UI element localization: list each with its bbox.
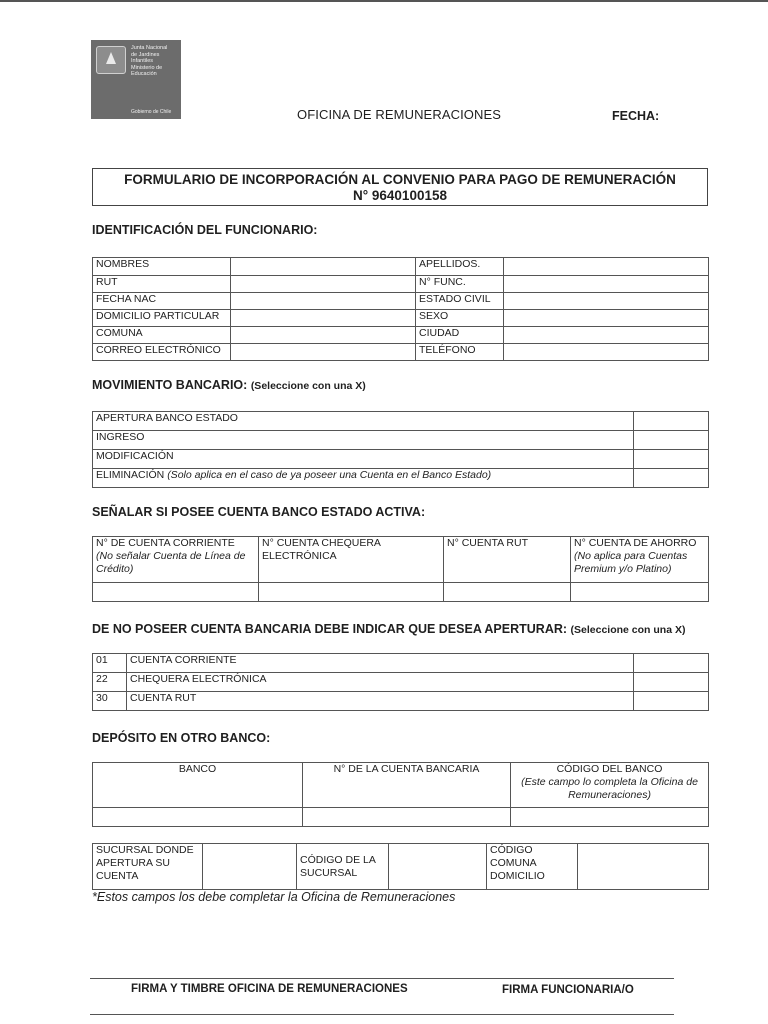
checkbox-cell[interactable]	[634, 692, 709, 711]
table-row	[93, 673, 709, 692]
form-title-box	[92, 168, 708, 206]
input-cell[interactable]	[504, 327, 709, 344]
checkbox-cell[interactable]	[634, 412, 709, 431]
branch-table	[92, 843, 709, 890]
logo-name: Junta Nacional de Jardines Infantiles Ministerio de Educación	[131, 45, 168, 77]
table-row	[93, 583, 709, 602]
table-row	[93, 412, 709, 431]
column-note: (No señalar Cuenta de Línea de Crédito)	[96, 550, 246, 575]
input-cell[interactable]	[504, 344, 709, 361]
identification-heading: IDENTIFICACIÓN DEL FUNCIONARIO:	[92, 223, 318, 237]
table-row	[93, 310, 709, 327]
table-row	[93, 327, 709, 344]
banking-movement-table	[92, 411, 709, 488]
field-label: COMUNA	[93, 327, 231, 344]
elimination-note: (Solo aplica en el caso de ya poseer una Cuenta en el Banco Estado)	[167, 469, 492, 481]
table-row	[93, 450, 709, 469]
input-cell[interactable]	[231, 258, 416, 276]
signature-line-bottom	[90, 1014, 674, 1015]
input-cell[interactable]	[231, 344, 416, 361]
field-label: DOMICILIO PARTICULAR	[93, 310, 231, 327]
checkbox-cell[interactable]	[634, 469, 709, 488]
field-label: CÓDIGO COMUNA DOMICILIO	[487, 844, 578, 890]
table-row	[93, 844, 709, 890]
input-cell[interactable]	[571, 583, 709, 602]
option-label: CHEQUERA ELECTRÓNICA	[127, 673, 634, 692]
input-cell[interactable]	[389, 844, 487, 890]
option-label: INGRESO	[93, 431, 634, 450]
field-label: SEXO	[416, 310, 504, 327]
form-number: N° 9640100158	[353, 188, 447, 203]
table-row	[93, 276, 709, 293]
signature-line-top	[90, 978, 674, 979]
column-header: N° CUENTA RUT	[444, 537, 571, 583]
field-label: ESTADO CIVIL	[416, 293, 504, 310]
input-cell[interactable]	[231, 327, 416, 344]
input-cell[interactable]	[231, 310, 416, 327]
table-row	[93, 431, 709, 450]
other-bank-heading: DEPÓSITO EN OTRO BANCO:	[92, 731, 271, 745]
table-row	[93, 808, 709, 827]
field-label: CÓDIGO DE LA SUCURSAL	[297, 844, 389, 890]
active-account-table	[92, 536, 709, 602]
checkbox-cell[interactable]	[634, 673, 709, 692]
field-label: RUT	[93, 276, 231, 293]
column-header: N° CUENTA DE AHORRO (No aplica para Cuentas Premium y/o Platino)	[571, 537, 709, 583]
table-row	[93, 293, 709, 310]
input-cell[interactable]	[504, 258, 709, 276]
input-cell[interactable]	[303, 808, 511, 827]
footnote: *Estos campos los debe completar la Oficina de Remuneraciones	[92, 890, 456, 904]
checkbox-cell[interactable]	[634, 450, 709, 469]
column-header: N° DE LA CUENTA BANCARIA	[303, 763, 511, 808]
input-cell[interactable]	[444, 583, 571, 602]
option-label: CUENTA RUT	[127, 692, 634, 711]
input-cell[interactable]	[504, 310, 709, 327]
table-row	[93, 763, 709, 808]
column-header: BANCO	[93, 763, 303, 808]
field-label: CIUDAD	[416, 327, 504, 344]
column-header: N° DE CUENTA CORRIENTE (No señalar Cuenta de Línea de Crédito)	[93, 537, 259, 583]
office-signature-label: FIRMA Y TIMBRE OFICINA DE REMUNERACIONES	[131, 983, 408, 995]
field-label: N° FUNC.	[416, 276, 504, 293]
selection-note: (Seleccione con una X)	[570, 624, 686, 636]
input-cell[interactable]	[578, 844, 709, 890]
input-cell[interactable]	[93, 583, 259, 602]
top-edge-line	[0, 0, 768, 2]
input-cell[interactable]	[504, 293, 709, 310]
identification-table	[92, 257, 709, 361]
input-cell[interactable]	[93, 808, 303, 827]
field-label: TELÉFONO	[416, 344, 504, 361]
table-row	[93, 469, 709, 488]
option-label: CUENTA CORRIENTE	[127, 654, 634, 673]
table-row	[93, 654, 709, 673]
input-cell[interactable]	[259, 583, 444, 602]
option-code: 30	[93, 692, 127, 711]
other-bank-table	[92, 762, 709, 827]
field-label: FECHA NAC	[93, 293, 231, 310]
checkbox-cell[interactable]	[634, 654, 709, 673]
input-cell[interactable]	[231, 276, 416, 293]
table-row	[93, 344, 709, 361]
date-label: FECHA:	[612, 109, 660, 123]
employee-signature-label: FIRMA FUNCIONARIA/O	[502, 984, 634, 996]
input-cell[interactable]	[504, 276, 709, 293]
table-row	[93, 692, 709, 711]
input-cell[interactable]	[231, 293, 416, 310]
institution-logo	[91, 40, 181, 119]
field-label: NOMBRES	[93, 258, 231, 276]
checkbox-cell[interactable]	[634, 431, 709, 450]
active-account-heading: SEÑALAR SI POSEE CUENTA BANCO ESTADO ACTIVA:	[92, 505, 426, 519]
option-label: ELIMINACIÓN (Solo aplica en el caso de ya poseer una Cuenta en el Banco Estado)	[93, 469, 634, 488]
column-note: (No aplica para Cuentas Premium y/o Platino)	[574, 550, 688, 575]
option-label: MODIFICACIÓN	[93, 450, 634, 469]
field-label: SUCURSAL DONDE APERTURA SU CUENTA	[93, 844, 203, 890]
column-note: (Este campo lo completa la Oficina de Remuneraciones)	[521, 776, 698, 801]
input-cell[interactable]	[203, 844, 297, 890]
table-row	[93, 537, 709, 583]
office-title: OFICINA DE REMUNERACIONES	[297, 107, 502, 122]
selection-note: (Seleccione con una X)	[250, 380, 366, 392]
option-code: 01	[93, 654, 127, 673]
field-label: CORREO ELECTRÓNICO	[93, 344, 231, 361]
banking-movement-heading: MOVIMIENTO BANCARIO: (Seleccione con una X)	[92, 378, 366, 392]
logo-government: Gobierno de Chile	[131, 109, 172, 115]
column-header: N° CUENTA CHEQUERA ELECTRÓNICA	[259, 537, 444, 583]
input-cell[interactable]	[511, 808, 709, 827]
table-row	[93, 258, 709, 276]
column-header: CÓDIGO DEL BANCO (Este campo lo completa la Oficina de Remuneraciones)	[511, 763, 709, 808]
form-title: FORMULARIO DE INCORPORACIÓN AL CONVENIO PARA PAGO DE REMUNERACIÓN	[124, 172, 676, 187]
option-code: 22	[93, 673, 127, 692]
open-account-heading: DE NO POSEER CUENTA BANCARIA DEBE INDICAR QUE DESEA APERTURAR: (Seleccione con una X)	[92, 622, 686, 636]
option-label: APERTURA BANCO ESTADO	[93, 412, 634, 431]
open-account-table	[92, 653, 709, 711]
coat-of-arms-icon	[96, 46, 126, 74]
field-label: APELLIDOS.	[416, 258, 504, 276]
